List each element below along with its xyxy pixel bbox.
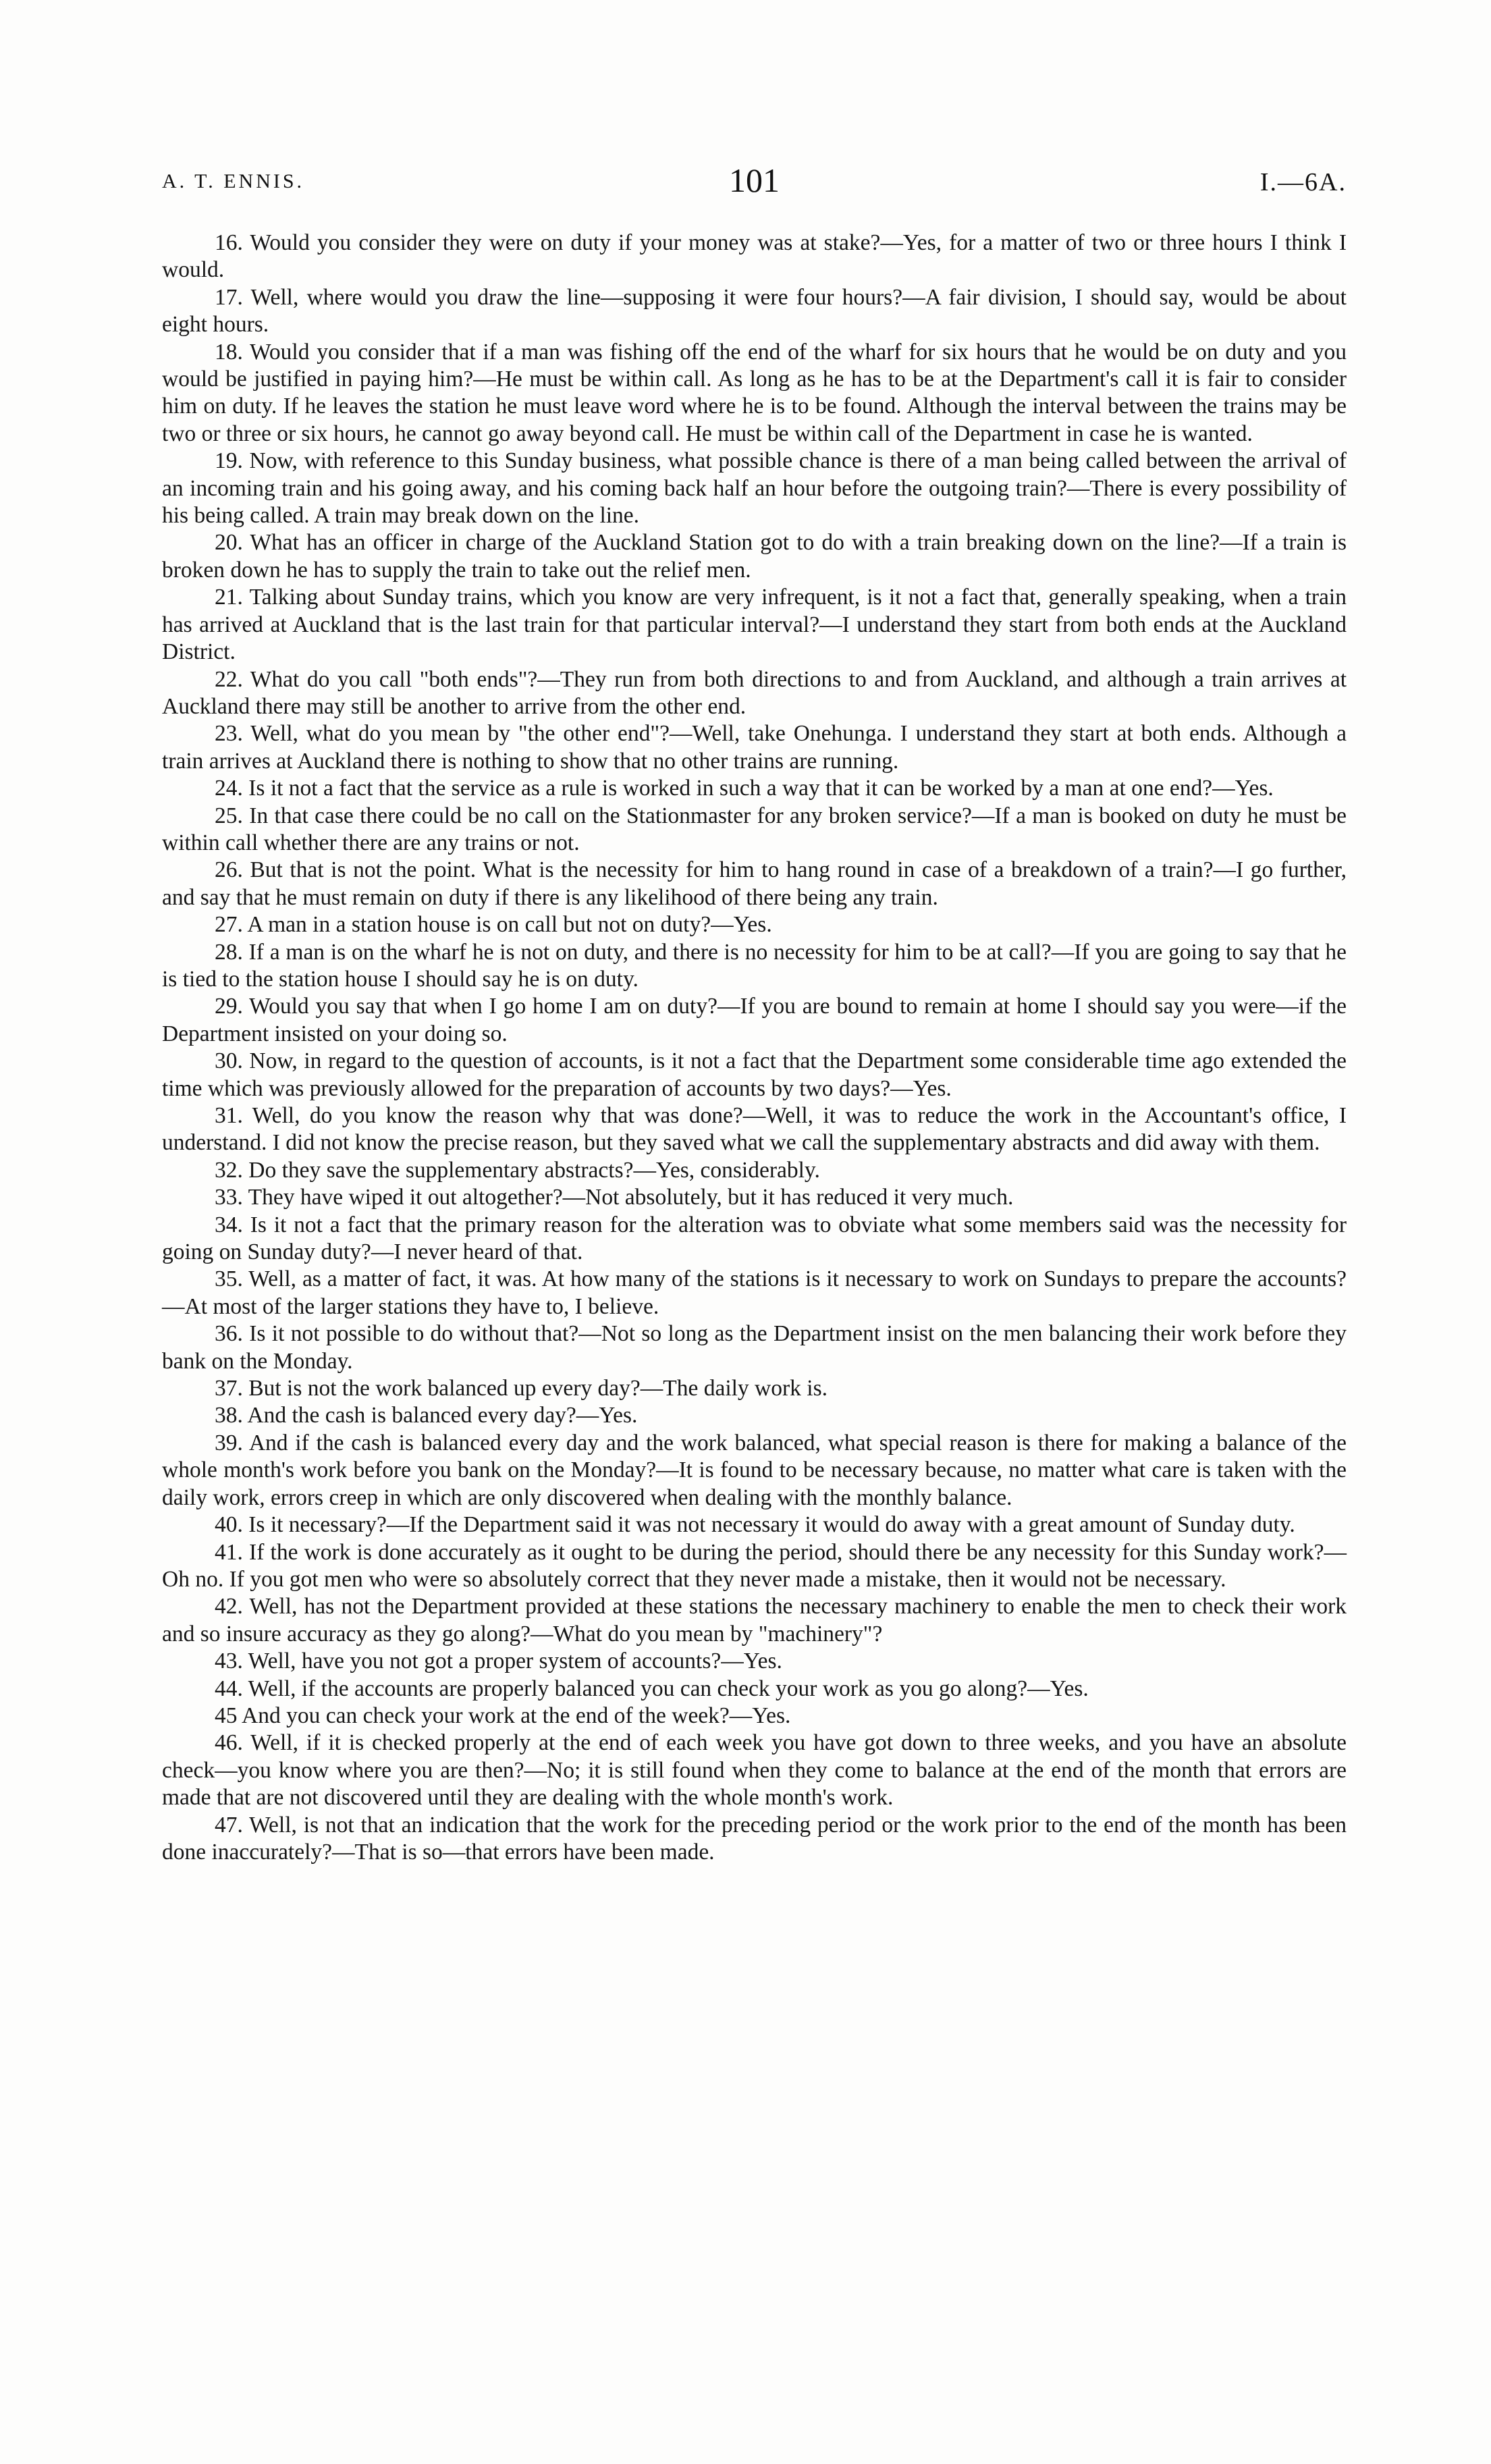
page-number: 101 bbox=[729, 161, 780, 199]
question-40: 40. Is it necessary?—If the Department said it was not necessary it would do away with a great amount of Sunday duty. bbox=[215, 1512, 1295, 1538]
question-29: 29. Would you say that when I go home I am on duty?—If you are bound to remain at home I should say you were—if the Department insisted on your doing so. bbox=[162, 994, 1347, 1046]
question-47: 47. Well, is not that an indication that the work for the preceding period or the work prior to the end of the month has been done inaccurately?—That is so—that errors have been made. bbox=[162, 1812, 1347, 1865]
question-35: 35. Well, as a matter of fact, it was. At how many of the stations is it necessary to work on Sundays to prepare the accounts?—At most of the larger stations they have to, I believe. bbox=[162, 1266, 1347, 1319]
question-30: 30. Now, in regard to the question of accounts, is it not a fact that the Department some considerable time ago extended the time which was previously allowed for the preparation of accounts by two days?—Yes. bbox=[162, 1048, 1347, 1101]
question-36: 36. Is it not possible to do without that?—Not so long as the Department insist on the men balancing their work before they bank on the Monday. bbox=[162, 1321, 1347, 1374]
document-reference: I.—6A. bbox=[1259, 168, 1347, 196]
question-46: 46. Well, if it is checked properly at the end of each week you have got down to three weeks, and you have an absolute check—you know where you are then?—No; it is still found when they come to balance at the end of the month that errors are made that are not discovered until they are dealing with the whole month's work. bbox=[162, 1730, 1347, 1811]
question-41: 41. If the work is done accurately as it ought to be during the period, should there be any necessity for this Sunday work?—Oh no. If you got men who were so absolutely correct that they never made a mistake, then it would not be necessary. bbox=[162, 1539, 1347, 1592]
question-22: 22. What do you call "both ends"?—They run from both directions to and from Auckland, and although a train arrives at Auckland there may still be another to arrive from the other end. bbox=[162, 666, 1347, 719]
question-19: 19. Now, with reference to this Sunday business, what possible chance is there of a man being called between the arrival of an incoming train and his going away, and his coming back half an hour before the outgoing train?—There is every possibility of his being called. A train may break down on the line. bbox=[162, 448, 1347, 529]
question-27: 27. A man in a station house is on call but not on duty?—Yes. bbox=[215, 912, 772, 938]
question-26: 26. But that is not the point. What is the necessity for him to hang round in case of a breakdown of a train?—I go further, and say that he must remain on duty if there is any likelihood of there being any train. bbox=[162, 857, 1347, 910]
question-25: 25. In that case there could be no call on the Stationmaster for any broken service?—If a man is booked on duty he must be within call whether there are any trains or not. bbox=[162, 803, 1347, 855]
question-37: 37. But is not the work balanced up every day?—The daily work is. bbox=[215, 1376, 828, 1401]
witness-name: A. T. ENNIS. bbox=[162, 170, 305, 192]
question-28: 28. If a man is on the wharf he is not on duty, and there is no necessity for him to be at call?—If you are going to say that he is tied to the station house I should say he is on duty. bbox=[162, 939, 1347, 992]
question-21: 21. Talking about Sunday trains, which you know are very infrequent, is it not a fact that, generally speaking, when a train has arrived at Auckland that is the last train for that particular interval?—I understand they start from both ends at the Auckland District. bbox=[162, 585, 1347, 665]
question-20: 20. What has an officer in charge of the Auckland Station got to do with a train breaking down on the line?—If a train is broken down he has to supply the train to take out the relief men. bbox=[162, 530, 1347, 583]
question-45: 45 And you can check your work at the end of the week?—Yes. bbox=[215, 1703, 791, 1728]
question-39: 39. And if the cash is balanced every day and the work balanced, what special reason is there for making a balance of the whole month's work before you bank on the Monday?—It is found to be necessary because, no matter what care is taken with the daily work, errors creep in which are only discovered when dealing with the monthly balance. bbox=[162, 1430, 1347, 1510]
question-23: 23. Well, what do you mean by "the other end"?—Well, take Onehunga. I understand they start at both ends. Although a train arrives at Auckland there is nothing to show that no other trains are running. bbox=[162, 721, 1347, 774]
question-42: 42. Well, has not the Department provided at these stations the necessary machinery to enable the men to check their work and so insure accuracy as they go along?—What do you mean by "machinery"? bbox=[162, 1594, 1347, 1646]
question-34: 34. Is it not a fact that the primary reason for the alteration was to obviate what some members said was the necessity for going on Sunday duty?—I never heard of that. bbox=[162, 1212, 1347, 1265]
question-31: 31. Well, do you know the reason why that was done?—Well, it was to reduce the work in the Accountant's office, I understand. I did not know the precise reason, but they saved what we call the supplementary abstracts and did away with them. bbox=[162, 1103, 1347, 1156]
question-17: 17. Well, where would you draw the line—supposing it were four hours?—A fair division, I should say, would be about eight hours. bbox=[162, 284, 1347, 338]
question-18: 18. Would you consider that if a man was fishing off the end of the wharf for six hours that he would be on duty and you would be justified in paying him?—He must be within call. As long as he has to be at the Department's call it is fair to consider him on duty. If he leaves the station he must leave word where he is to be found. Although the interval between the trains may be two or three or six hours, he cannot go away beyond call. He must be within call of the Department in case he is wanted. bbox=[162, 339, 1347, 446]
question-16: 16. Would you consider they were on duty if your money was at stake?—Yes, for a matter of two or three hours I think I would. bbox=[162, 230, 1347, 283]
transcript-body bbox=[162, 230, 1347, 1866]
page-header bbox=[162, 161, 1347, 201]
question-38: 38. And the cash is balanced every day?—Yes. bbox=[215, 1403, 638, 1428]
question-24: 24. Is it not a fact that the service as a rule is worked in such a way that it can be worked by a man at one end?—Yes. bbox=[215, 776, 1274, 801]
question-44: 44. Well, if the accounts are properly balanced you can check your work as you go along?—Yes. bbox=[215, 1676, 1089, 1701]
question-43: 43. Well, have you not got a proper system of accounts?—Yes. bbox=[215, 1649, 782, 1674]
question-33: 33. They have wiped it out altogether?—Not absolutely, but it has reduced it very much. bbox=[215, 1185, 1014, 1210]
question-32: 32. Do they save the supplementary abstracts?—Yes, considerably. bbox=[215, 1157, 820, 1183]
